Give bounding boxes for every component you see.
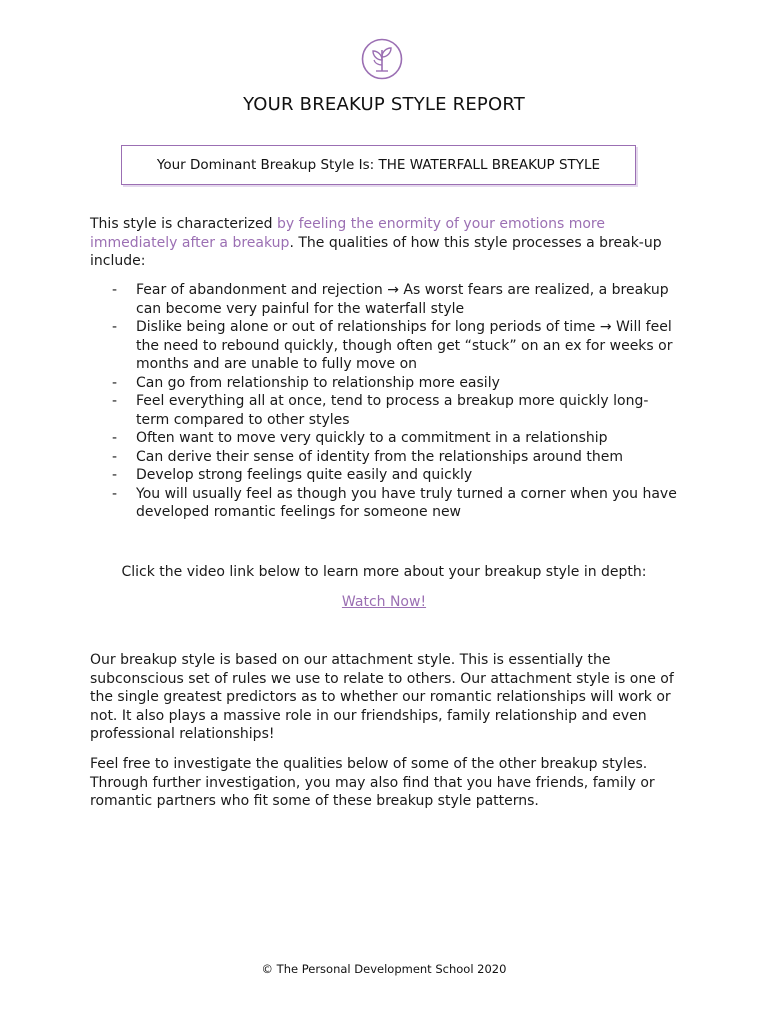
- list-item: [112, 392, 680, 429]
- list-item: [112, 429, 680, 448]
- attachment-paragraph: Our breakup style is based on our attachment style. This is essentially the subconscious set of rules we use to relate to others. Our attachment style is one of the single greatest predictors as to whether our romantic relationships will work or not. It also plays a massive role in our friendships, family relationship and even professional relationships!: [90, 652, 674, 742]
- intro-paragraph: [90, 215, 680, 271]
- watch-now-link[interactable]: Watch Now!: [341, 594, 427, 610]
- intro-text-start: This style is characterized: [90, 216, 277, 232]
- bullet-dash: -: [112, 448, 118, 465]
- dominant-style-box: [121, 145, 636, 185]
- video-prompt: Click the video link below to learn more about your breakup style in depth:: [121, 564, 647, 580]
- list-item-text: Often want to move very quickly to a commitment in a relationship: [136, 430, 608, 446]
- bullet-dash: -: [112, 430, 118, 446]
- list-item: [112, 485, 680, 522]
- list-item: [112, 281, 680, 318]
- bullet-dash: -: [112, 282, 118, 298]
- list-item-text: Fear of abandonment and rejection → As worst fears are realized, a breakup can become very painful for the waterfall style: [136, 282, 669, 317]
- copyright-footer: © The Personal Development School 2020: [261, 962, 507, 976]
- logo-plant-icon: [361, 38, 403, 80]
- list-item: [112, 374, 680, 393]
- dominant-style-text: Your Dominant Breakup Style Is: THE WATERFALL BREAKUP STYLE: [156, 157, 601, 173]
- intro-highlight: by feeling the enormity of your emotions more immediately after a breakup: [90, 216, 605, 251]
- list-item: [112, 466, 680, 485]
- intro-text-end: . The qualities of how this style processes a break-up include:: [90, 234, 662, 269]
- list-item: [112, 448, 680, 467]
- report-title: YOUR BREAKUP STYLE REPORT: [243, 94, 525, 115]
- list-item-text: Develop strong feelings quite easily and quickly: [136, 467, 473, 483]
- qualities-list: [112, 281, 680, 522]
- list-item-text: Dislike being alone or out of relationships for long periods of time → Will feel the need to rebound quickly, though often get “stuck” on an ex for weeks or months and are unable to fully move on: [136, 319, 673, 372]
- watch-now-container: [0, 594, 768, 610]
- bullet-dash: -: [112, 393, 118, 409]
- list-item-text: Can go from relationship to relationship more easily: [136, 374, 500, 391]
- list-item: [112, 318, 680, 374]
- list-item-text: Can derive their sense of identity from the relationships around them: [136, 448, 623, 465]
- bullet-dash: -: [112, 467, 118, 483]
- list-item-text: Feel everything all at once, tend to process a breakup more quickly long-term compared to other styles: [136, 393, 649, 428]
- bullet-dash: -: [112, 374, 118, 391]
- bullet-dash: -: [112, 485, 118, 502]
- bullet-dash: -: [112, 319, 118, 335]
- list-item-text: You will usually feel as though you have truly turned a corner when you have developed romantic feelings for someone new: [136, 485, 677, 520]
- investigate-paragraph: Feel free to investigate the qualities below of some of the other breakup styles. Through further investigation, you may also find that you have friends, family or romantic partners who fit some of these breakup style patterns.: [90, 756, 655, 809]
